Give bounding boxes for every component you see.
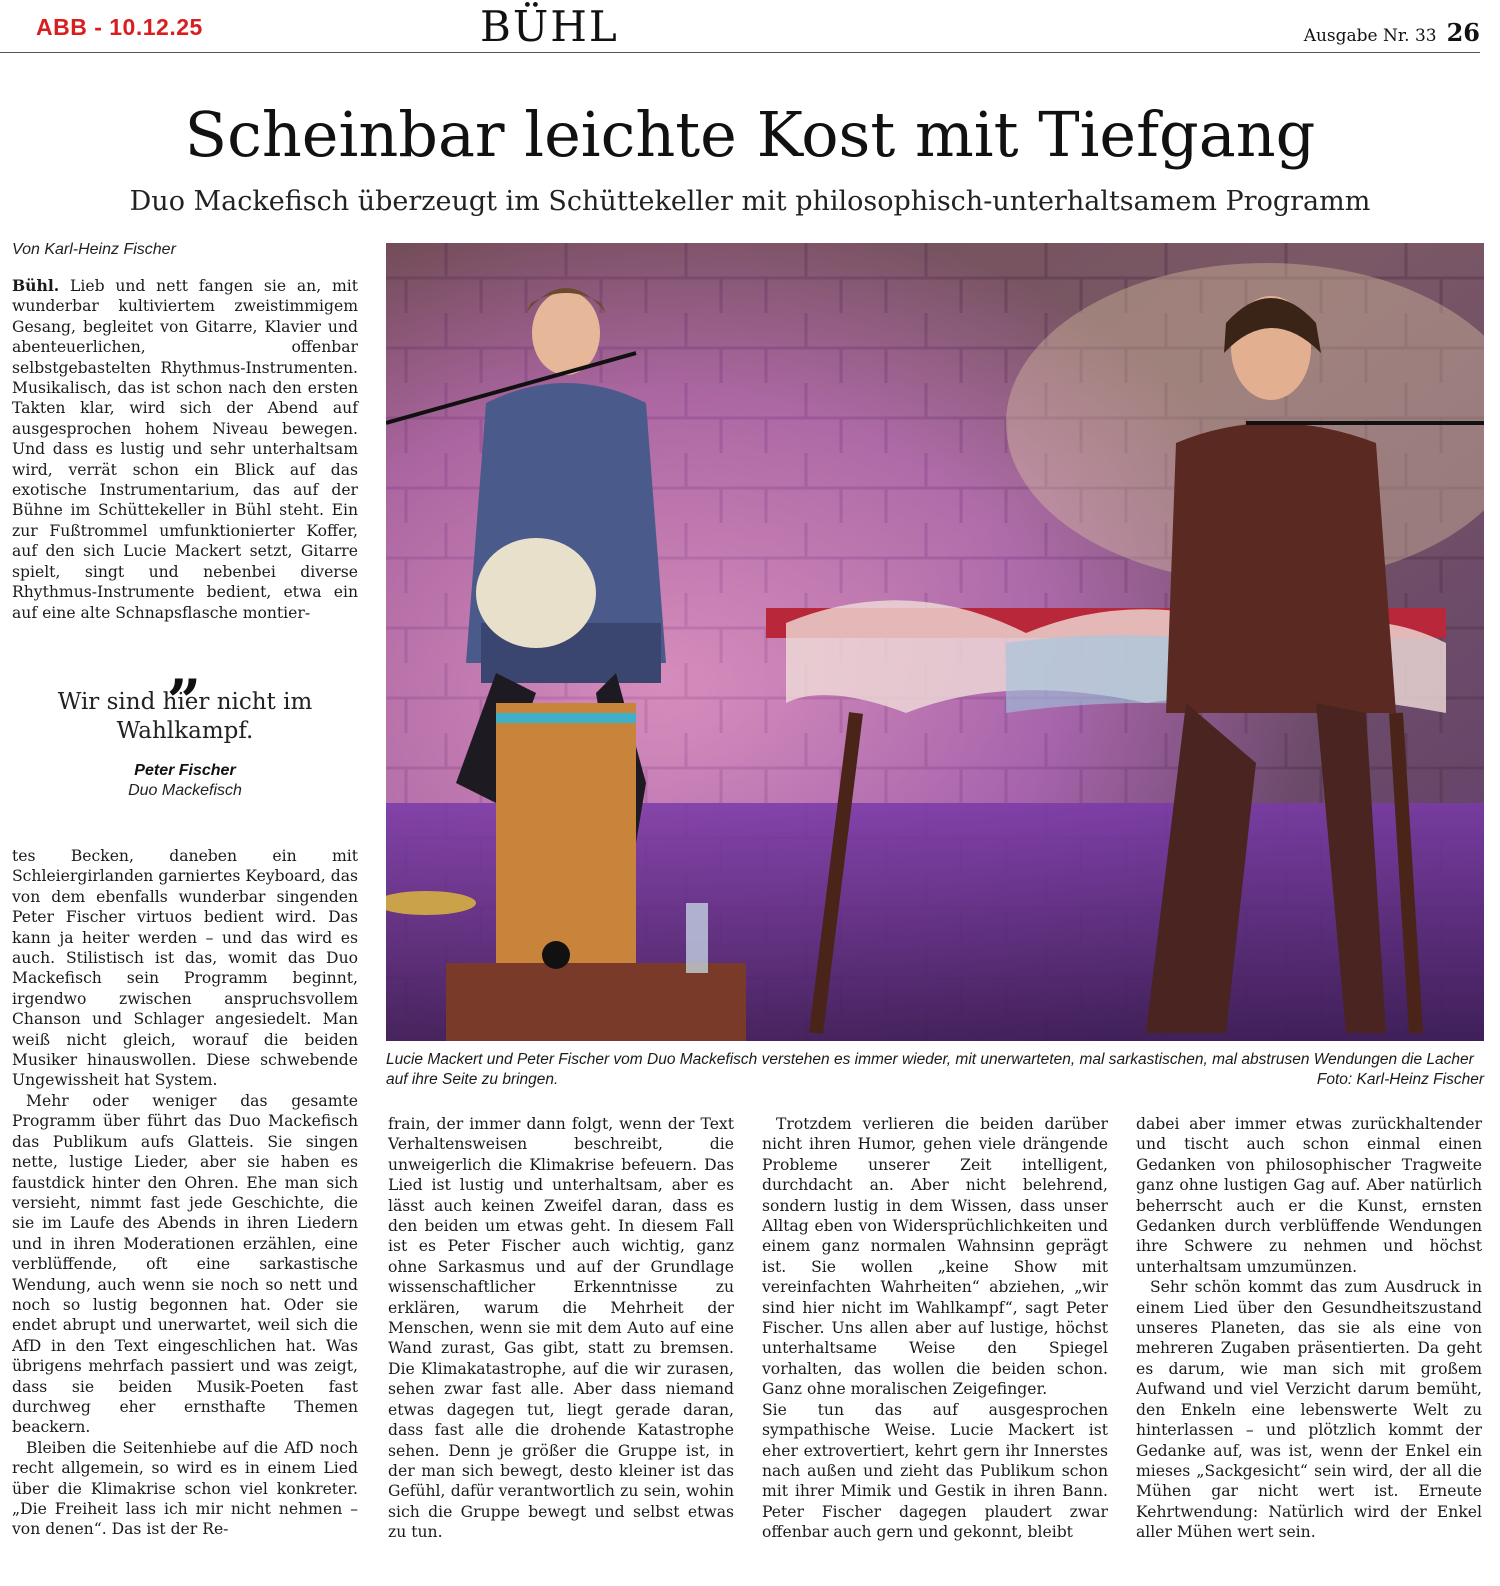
paragraph: Sie tun das auf ausgesprochen sympathische Weise. Lucie Mackert ist eher extrovertiert, kehrt gern ihr Innerstes nach außen und zieht das Publikum schon mit ihrer Mimik und Gestik in ihren Bann. Peter Fischer dagegen plaudert zwar offenbar auch gern und gekonnt, bleibt [762,1400,1108,1542]
pull-quote-author: Peter Fischer [134,762,236,779]
quote-mark-icon: „ [167,633,203,703]
header-rule [0,52,1480,53]
dateline: Bühl. [12,276,60,295]
paragraph: tes Becken, daneben ein mit Schleiergirlanden garniertes Keyboard, das von dem ebenfalls wunderbar singenden Peter Fischer virtuos bedient wird. Das kann ja heiter werden – und das wird es auch. Stilistisch ist das, womit das Duo Mackefisch sein Programm beginnt, irgendwo zwischen anspruchsvollem Chanson und Schlager angesiedelt. Man weiß nicht gleich, worauf die beiden Musiker hinauswollen. Diese schwebende Ungewissheit hat System. [12,847,358,1090]
pull-quote [12,633,358,800]
edition-number: Ausgabe Nr. 33 [1303,26,1437,46]
paragraph: Bleiben die Seitenhiebe auf die AfD noch recht allgemein, so wird es in einem Lied über die Klimakrise schon viel konkreter. „Die Freiheit lass ich mir nicht nehmen – von denen“. Das ist der Re- [12,1438,358,1539]
article-column-1-top [12,276,358,623]
paragraph: Sehr schön kommt das zum Ausdruck in einem Lied über den Gesundheitszustand unseres Planeten, das sie als eine von mehreren Zugaben präsentierten. Da geht es darum, wie man sich mit großem Aufwand und viel Verzicht darum bemüht, den Enkeln eine lebenswerte Welt zu hinterlassen – und plötzlich kommt der Gedanke auf, was ist, wenn der Enkel ein mieses „Sackgesicht“ sein wird, der all die Mühen gar nicht wert ist. Erneute Kehrtwendung: Natürlich wird der Enkel aller Mühen wert sein. [1136,1278,1482,1542]
headline: Scheinbar leichte Kost mit Tiefgang [184,98,1316,171]
subheadline: Duo Mackefisch überzeugt im Schüttekeller mit philosophisch-unterhaltsamem Programm [129,186,1371,217]
article-column-3 [762,1114,1108,1543]
byline: Von Karl-Heinz Fischer [12,241,176,258]
caption-text: Lucie Mackert und Peter Fischer vom Duo Mackefisch verstehen es immer wieder, mit unerwarteten, mal sarkastischen, mal abstrusen Wendungen die Lacher auf ihre Seite zu bringen. [386,1051,1474,1088]
paragraph [12,276,358,623]
paragraph: Mehr oder weniger das gesamte Programm über führt das Duo Mackefisch das Publikum aufs Glatteis. Sie singen nette, lustige Lieder, aber sie haben es faustdick hinter den Ohren. Ehe man sich versieht, nimmt fast jede Geschichte, die sie im Laufe des Abends in ihren Liedern und in ihren Moderationen erzählen, eine verblüffende, oft eine sarkastische Wendung, auch wenn sie noch so nett und noch so lustig begonnen hat. Oder sie endet abrupt und unerwartet, weil sich die AfD in den Text eingeschlichen hat. Was übrigens mehrfach passiert und was zeigt, dass sie beiden Musik-Poeten fast durchweg eher ernsthafte Themen beackern. [12,1091,358,1437]
photo-caption [386,1050,1484,1090]
article-column-2 [388,1114,734,1543]
section-title: BÜHL [480,2,619,51]
concert-photo [386,243,1484,1041]
paragraph-text: Lieb und nett fangen sie an, mit wunderbar kultiviertem zweistimmigem Gesang, begleitet von Gitarre, Klavier und abenteuerlichen, offenbar selbstgebastelten Rhythmus-Instrumenten. Musikalisch, das ist schon nach den ersten Takten klar, wird sich der Abend auf ausgesprochen hohem Niveau bewegen. Und dass es lustig und sehr unterhaltsam wird, verrät schon ein Blick auf das exotische Instrumentarium, das auf der Bühne im Schüttekeller in Bühl steht. Ein zur Fußtrommel umfunktionierter Koffer, auf den sich Lucie Mackert setzt, Gitarre spielt, singt und nebenbei diverse Rhythmus-Instrumente bedient, etwa ein auf eine alte Schnapsflasche montier- [12,277,358,622]
photo-illustration [386,243,1484,1041]
article-column-4 [1136,1114,1482,1543]
paragraph: frain, der immer dann folgt, wenn der Text Verhaltensweisen beschreibt, die unweigerlich die Klimakrise befeuern. Das Lied ist lustig und unterhaltsam, aber es lässt auch keinen Zweifel daran, dass es den beiden um etwas geht. In diesem Fall ist es Peter Fischer auch wichtig, ganz ohne Sarkasmus und auf der Grundlage wissenschaftlicher Erkenntnisse zu erklären, warum die Mehrheit der Menschen, wenn sie mit dem Auto auf eine Wand zurast, Gas gibt, statt zu bremsen. Die Klimakatastrophe, auf die wir zurasen, sehen zwar fast alle. Aber dass niemand etwas dagegen tut, liegt gerade daran, dass fast alle die drohende Katastrophe sehen. Denn je größer die Gruppe ist, in der man sich bewegt, desto kleiner ist das Gefühl, dafür verantwortlich zu sein, wohin sich die Gruppe bewegt und selbst etwas zu tun. [388,1115,734,1542]
page-number: 26 [1446,18,1480,47]
photo-credit: Foto: Karl-Heinz Fischer [1316,1071,1484,1088]
paragraph: Trotzdem verlieren die beiden darüber nicht ihren Humor, gehen viele drängende Probleme unserer Zeit intelligent, durchdacht an. Aber nicht belehrend, sondern lustig in dem Wissen, dass unser Alltag eben von Widersprüchlichkeiten und einem ganz normalen Wahnsinn geprägt ist. Sie wollen „keine Show mit vereinfachten Wahrheiten“ abziehen, „wir sind hier nicht im Wahlkampf“, sagt Peter Fischer. Uns allen aber auf lustige, höchst unterhaltsame Weise den Spiegel vorhalten, das wollen die beiden schon. Ganz ohne moralischen Zeigefinger. [762,1115,1108,1399]
pull-quote-text: Wir sind hier nicht im Wahlkampf. [57,689,313,744]
article-column-1-bottom [12,846,358,1540]
pull-quote-role: Duo Mackefisch [128,782,242,799]
edition-info [1304,18,1480,47]
paragraph: dabei aber immer etwas zurückhaltender und tischt auch schon einmal einen Gedanken von philosophischer Tragweite ganz ohne lustigen Gag auf. Aber natürlich beherrscht auch er die Kunst, ernsten Gedanken durch verblüffende Wendungen ihre Schwere zu nehmen und höchst unterhaltsam umzumünzen. [1136,1115,1482,1276]
clip-label: ABB - 10.12.25 [36,14,203,40]
